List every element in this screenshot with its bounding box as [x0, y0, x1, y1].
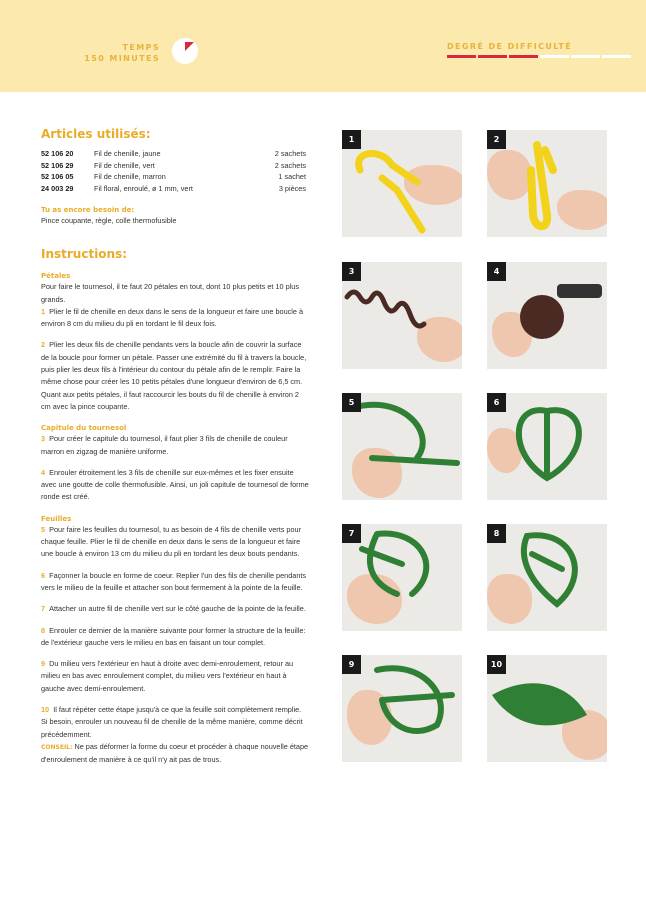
step-7 — [41, 603, 309, 615]
step-badge: 8 — [487, 524, 506, 543]
also-needed-heading: Tu as encore besoin de: — [41, 206, 135, 214]
difficulty-bar — [509, 55, 538, 58]
petals-intro: Pour faire le tournesol, il te faut 20 pétales en tout, dont 10 plus petits et 10 plus grands. — [41, 282, 299, 304]
tip — [41, 741, 309, 767]
step-badge: 7 — [342, 524, 361, 543]
step-number: 9 — [41, 659, 46, 669]
step-photo-1 — [342, 130, 462, 237]
step-3 — [41, 433, 309, 458]
materials-table — [41, 148, 306, 194]
step-text: Enrouler ce dernier de la manière suivante pour former la structure de la feuille: de l'extérieur gauche vers le milieu en bas en faisant un tour complet. — [41, 625, 306, 647]
difficulty-label: DEGRÉ DE DIFFICULTÉ — [447, 42, 573, 51]
item-qty: 2 sachets — [274, 160, 306, 170]
item-desc: Fil floral, enroulé, ø 1 mm, vert — [94, 183, 193, 193]
step-photo-6 — [487, 393, 607, 500]
step-text: Plier le fil de chenille en deux dans le sens de la longueur et faire une boucle à environ 8 cm du milieu du pli en tordant le fil deux fois. — [41, 306, 304, 329]
step-text: Façonner la boucle en forme de coeur. Replier l'un des fils de chenille pendants vers le milieu de la feuille et attacher son bout fermement à la pointe de la feuille. — [41, 570, 307, 592]
step-number: 7 — [41, 604, 46, 614]
item-code: 24 003 29 — [41, 183, 74, 193]
item-code: 52 106 05 — [41, 172, 74, 181]
step-badge: 2 — [487, 130, 506, 149]
item-desc: Fil de chenille, marron — [94, 172, 166, 181]
step-5 — [41, 524, 309, 561]
item-desc: Fil de chenille, jaune — [94, 149, 161, 158]
step-number: 1 — [41, 306, 46, 316]
step-badge: 9 — [342, 655, 361, 674]
step-photo-10 — [487, 655, 607, 762]
difficulty-meter — [447, 55, 631, 58]
difficulty-bar — [447, 55, 476, 58]
step-photo-7 — [342, 524, 462, 631]
step-text: Il faut répéter cette étape jusqu'à ce que la feuille soit complètement remplie. Si besoin, enrouler un nouveau fil de chenille de la même manière, comme décrit précédemment. — [41, 705, 303, 739]
item-qty: 2 sachets — [274, 149, 306, 158]
difficulty-bar — [571, 55, 600, 58]
step-number: 2 — [41, 340, 46, 350]
petals-subheading: Pétales — [41, 272, 71, 281]
step-badge: 5 — [342, 393, 361, 412]
step-9 — [41, 658, 309, 695]
step-photo-2 — [487, 130, 607, 237]
step-number: 4 — [41, 467, 46, 477]
clock-icon — [172, 38, 198, 64]
step-8 — [41, 625, 309, 650]
leaves-subheading: Feuilles — [41, 514, 72, 523]
step-1 — [41, 306, 309, 331]
step-text: Enrouler étroitement les 3 fils de chenille sur eux-mêmes et les fixer ensuite avec une goutte de colle thermofusible. Ainsi, un joli capitule de tournesol de forme ronde est créé. — [41, 467, 309, 502]
step-number: 3 — [41, 434, 46, 444]
instructions-heading: Instructions: — [41, 247, 128, 262]
item-qty: 1 sachet — [278, 172, 306, 181]
difficulty-bar — [540, 55, 569, 58]
step-text: Pour créer le capitule du tournesol, il faut plier 3 fils de chenille de couleur marron en zigzag de manière uniforme. — [41, 434, 288, 456]
step-6 — [41, 570, 309, 595]
time-info — [84, 42, 160, 64]
header-band — [0, 0, 646, 92]
step-photo-9 — [342, 655, 462, 762]
step-badge: 1 — [342, 130, 361, 149]
step-text: Plier les deux fils de chenille pendants vers la boucle afin de couvrir la surface de la boucle pour former un pétale. Passer une extrémité du fil à travers la boucle, puis plier les deux fils à l'intérieur du contour du pétale afin de le remplir. Faire la même chose pour créer les 10 petits pétales d'une longueur d'environ de 6,5 cm. Quant aux petits pétales, il faut raccourcir les bouts du fil de chenille à environ 2 cm avec la pince coupante. — [41, 340, 307, 411]
table-row — [41, 171, 306, 183]
step-photo-5 — [342, 393, 462, 500]
step-photo-8 — [487, 524, 607, 631]
articles-heading: Articles utilisés: — [41, 127, 151, 141]
step-2 — [41, 339, 309, 413]
also-needed-text: Pince coupante, règle, colle thermofusible — [41, 216, 177, 225]
flower-head-subheading: Capitule du tournesol — [41, 424, 127, 433]
table-row — [41, 160, 306, 172]
table-row — [41, 148, 306, 160]
table-row — [41, 183, 306, 195]
tip-label: CONSEIL: — [41, 743, 73, 751]
time-label: TEMPS — [122, 43, 160, 52]
difficulty-bar — [478, 55, 507, 58]
step-4 — [41, 467, 309, 504]
step-text: Pour faire les feuilles du tournesol, tu as besoin de 4 fils de chenille verts pour chaque feuille. Plier le fil de chenille en deux dans le sens de la longueur et faire une boucle à environ 13 cm du milieu du pli en tordant les deux bouts pendants. — [41, 524, 302, 559]
step-10 — [41, 704, 309, 741]
step-number: 8 — [41, 625, 46, 635]
item-desc: Fil de chenille, vert — [94, 160, 155, 170]
item-qty: 3 pièces — [278, 183, 306, 193]
difficulty-bar — [602, 55, 631, 58]
step-text: Attacher un autre fil de chenille vert sur le côté gauche de la pointe de la feuille. — [49, 604, 306, 614]
text-column — [41, 127, 309, 767]
step-badge: 3 — [342, 262, 361, 281]
step-badge: 10 — [487, 655, 506, 674]
step-photo-4 — [487, 262, 607, 369]
step-number: 5 — [41, 524, 46, 534]
step-number: 6 — [41, 570, 46, 580]
time-value: 150 MINUTES — [84, 54, 160, 63]
step-badge: 4 — [487, 262, 506, 281]
item-code: 52 106 20 — [41, 149, 74, 158]
step-number: 10 — [41, 705, 50, 715]
tip-text: Ne pas déformer la forme du coeur et procéder à chaque nouvelle étape d'enroulement de manière à ce qu'il n'y ait pas de trous. — [41, 741, 309, 765]
step-photo-3 — [342, 262, 462, 369]
step-text: Du milieu vers l'extérieur en haut à droite avec demi-enroulement, retour au milieu en bas avec enroulement complet, du milieu vers l'extérieur en haut à gauche avec demi-enroulement. — [41, 659, 294, 693]
step-badge: 6 — [487, 393, 506, 412]
item-code: 52 106 29 — [41, 160, 74, 170]
